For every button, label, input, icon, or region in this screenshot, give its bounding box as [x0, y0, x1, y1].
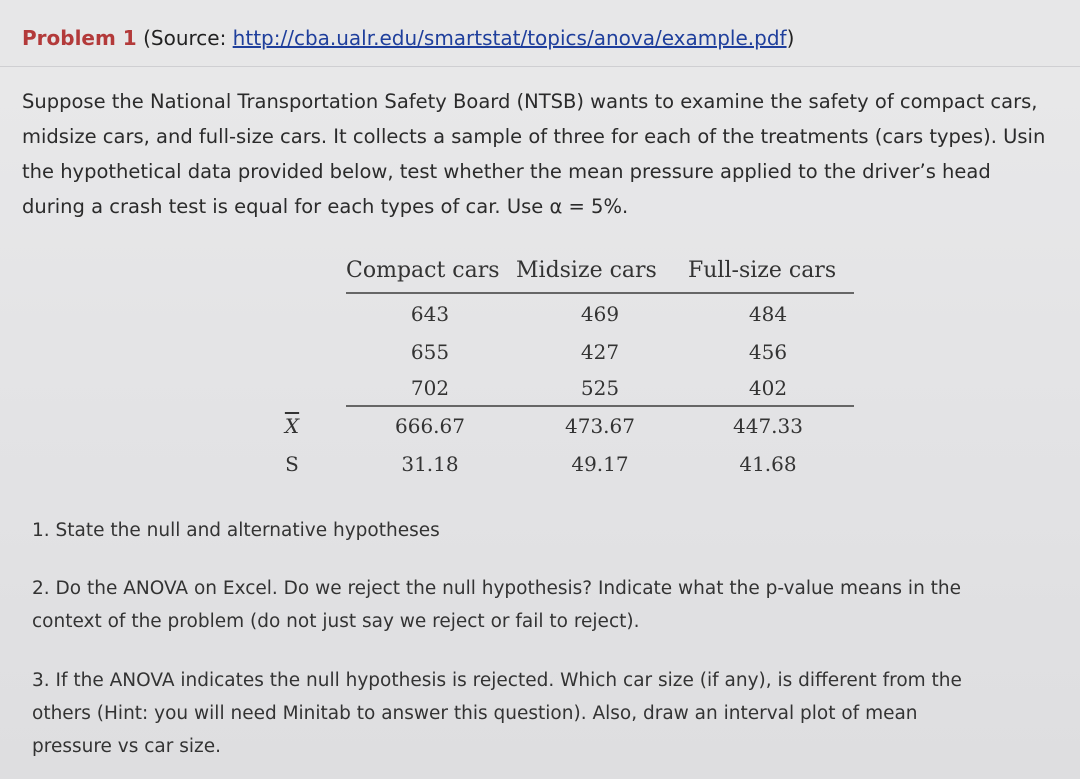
data-table — [270, 258, 860, 488]
cell-fullsize-3: 402 — [748, 376, 788, 400]
header-compact: Compact cars — [346, 258, 500, 283]
cell-compact-1: 643 — [410, 302, 450, 326]
mean-midsize: 473.67 — [565, 414, 635, 438]
header-fullsize: Full-size cars — [688, 258, 837, 283]
question-line: pressure vs car size. — [32, 736, 222, 757]
problem-intro — [22, 84, 1080, 224]
source-suffix: ) — [786, 26, 795, 50]
sd-fullsize: 41.68 — [739, 452, 797, 476]
intro-line: midsize cars, and full-size cars. It collects a sample of three for each of the treatments (cars types). Usin — [22, 125, 1046, 148]
header-rule — [346, 292, 854, 294]
intro-line: during a crash test is equal for each types of car. Use α = 5%. — [22, 195, 629, 218]
sd-label: S — [285, 452, 299, 476]
cell-fullsize-2: 456 — [748, 340, 788, 364]
sd-midsize: 49.17 — [571, 452, 629, 476]
question-line: context of the problem (do not just say we reject or fail to reject). — [32, 611, 640, 632]
mean-label: $\overline{X}$ — [284, 414, 300, 438]
intro-line: the hypothetical data provided below, test whether the mean pressure applied to the driver’s head — [22, 160, 991, 183]
question-3 — [32, 664, 962, 763]
cell-midsize-1: 469 — [580, 302, 620, 326]
cell-midsize-2: 427 — [580, 340, 620, 364]
cell-compact-3: 702 — [410, 376, 450, 400]
cell-fullsize-1: 484 — [748, 302, 788, 326]
cell-midsize-3: 525 — [580, 376, 620, 400]
question-2 — [32, 572, 961, 638]
header-midsize: Midsize cars — [516, 258, 657, 283]
problem-label: Problem 1 — [22, 26, 137, 50]
data-rule — [346, 405, 854, 407]
question-line: 1. State the null and alternative hypotheses — [32, 520, 440, 541]
question-line: others (Hint: you will need Minitab to answer this question). Also, draw an interval plot of mean — [32, 703, 918, 724]
mean-compact: 666.67 — [395, 414, 465, 438]
source-link[interactable]: http://cba.ualr.edu/smartstat/topics/anova/example.pdf — [232, 26, 787, 50]
sd-compact: 31.18 — [401, 452, 459, 476]
question-line: 3. If the ANOVA indicates the null hypothesis is rejected. Which car size (if any), is different from the — [32, 670, 962, 691]
mean-fullsize: 447.33 — [733, 414, 803, 438]
problem-title — [22, 26, 794, 50]
cell-compact-2: 655 — [410, 340, 450, 364]
source-prefix: (Source: — [143, 26, 233, 50]
question-line: 2. Do the ANOVA on Excel. Do we reject the null hypothesis? Indicate what the p-value means in the — [32, 578, 962, 599]
question-1 — [32, 514, 440, 547]
intro-line: Suppose the National Transportation Safety Board (NTSB) wants to examine the safety of compact cars, — [22, 90, 1038, 113]
